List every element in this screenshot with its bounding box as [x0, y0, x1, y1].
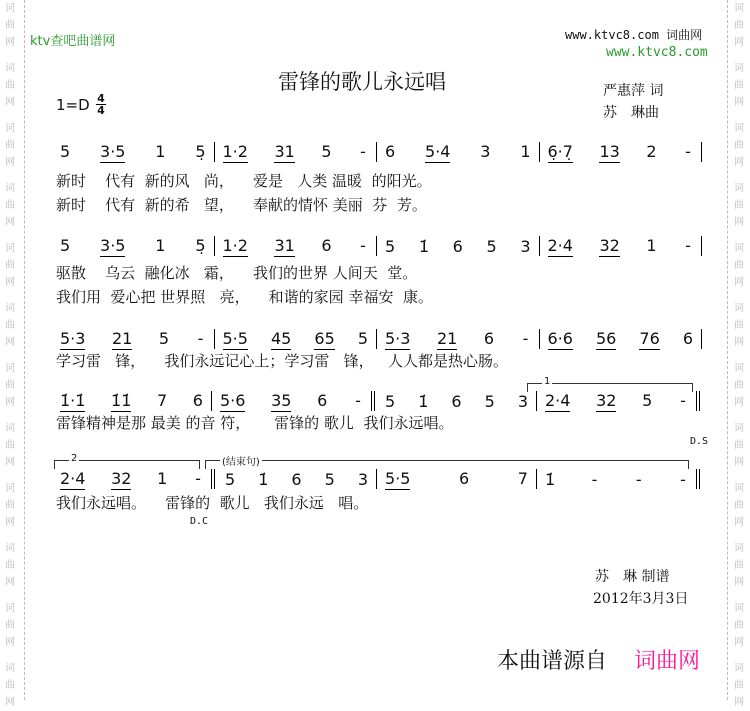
watermark-char: 网	[5, 517, 15, 528]
watermark-text	[5, 420, 17, 471]
measure	[537, 470, 696, 489]
watermark-char: 曲	[5, 320, 15, 331]
measure	[540, 236, 702, 257]
measure	[52, 329, 214, 350]
note: 5·5	[222, 328, 248, 348]
lyrics-line: 驱散 乌云 融化冰 霜， 我们的世界 人间天 堂。	[56, 264, 418, 282]
note: 6	[452, 236, 463, 256]
note: 1	[157, 468, 168, 488]
watermark-char: 词	[5, 603, 15, 614]
watermark-char: 词	[734, 183, 744, 194]
watermark-char: 词	[734, 483, 744, 494]
measure	[52, 142, 214, 163]
watermark-char: 曲	[5, 560, 15, 571]
note: -	[680, 469, 686, 489]
source-label: 本曲谱源自	[497, 649, 608, 674]
bar-line	[701, 329, 702, 349]
watermark-char: 网	[734, 517, 744, 528]
watermark-text	[734, 60, 746, 111]
watermark-char: 网	[734, 397, 744, 408]
volta-1-label: 1	[544, 376, 551, 387]
measure	[52, 469, 211, 490]
watermark-char: 曲	[734, 260, 744, 271]
measure	[540, 329, 702, 350]
note: 5	[321, 141, 332, 161]
watermark-char: 曲	[5, 500, 15, 511]
arranger: 苏 琳 制谱	[595, 569, 670, 585]
watermark-text	[734, 360, 746, 411]
measure	[537, 391, 696, 412]
bar-line	[701, 236, 702, 256]
note: 5	[385, 236, 396, 256]
note: 2·4	[60, 468, 86, 488]
watermark-char: 词	[734, 363, 744, 374]
note: 5	[484, 391, 495, 411]
note: 1̇	[418, 236, 430, 256]
watermark-char: 网	[734, 457, 744, 468]
note: 1·2	[222, 235, 248, 255]
watermark-char: 词	[734, 243, 744, 254]
note: -	[195, 468, 201, 488]
watermark-text	[734, 420, 746, 471]
watermark-char: 网	[734, 637, 744, 648]
note: 6	[317, 390, 328, 410]
note: 3·5	[100, 141, 126, 161]
note: 6	[385, 141, 396, 161]
watermark-char: 词	[734, 543, 744, 554]
note: 5	[385, 391, 396, 411]
watermark-text	[5, 480, 17, 531]
note: 6	[682, 328, 693, 348]
watermark-text	[734, 540, 746, 591]
watermark-char: 词	[5, 663, 15, 674]
watermark-char: 网	[5, 697, 15, 708]
watermark-char: 词	[5, 543, 15, 554]
watermark-text	[734, 180, 746, 231]
measure	[377, 329, 539, 350]
watermark-char: 曲	[5, 20, 15, 31]
note: 5̣	[195, 141, 206, 161]
note: -	[591, 469, 598, 489]
right-margin-watermark	[727, 0, 750, 708]
watermark-char: 网	[734, 277, 744, 288]
music-line	[52, 390, 702, 412]
site-url-right[interactable]: www.ktvc8.com 词曲网	[565, 28, 703, 42]
music-line	[52, 235, 702, 257]
note: 5	[357, 328, 368, 348]
note: 45	[271, 328, 292, 348]
watermark-text	[734, 120, 746, 171]
measure	[52, 391, 211, 412]
watermark-text	[5, 120, 17, 171]
watermark-char: 网	[734, 697, 744, 708]
note: 7	[517, 468, 528, 488]
note: 56	[596, 328, 617, 348]
note: 1̇	[258, 469, 269, 489]
watermark-char: 网	[5, 157, 15, 168]
music-line	[52, 328, 702, 350]
note: 1	[520, 141, 531, 161]
watermark-char: 词	[5, 423, 15, 434]
watermark-char: 词	[734, 423, 744, 434]
watermark-char: 网	[5, 577, 15, 588]
bar-line	[696, 469, 702, 489]
note: 6	[451, 391, 462, 411]
key-signature: 1=D	[56, 96, 90, 114]
measure	[377, 237, 539, 256]
watermark-text	[734, 660, 746, 711]
measure	[217, 470, 376, 489]
note: 21	[436, 328, 458, 348]
note: 5·3	[385, 328, 411, 348]
note: -	[635, 469, 642, 489]
watermark-char: 词	[5, 483, 15, 494]
note: 1	[155, 235, 166, 255]
watermark-char: 词	[5, 3, 15, 14]
note: 32	[596, 390, 617, 410]
note: 6̣·7̣	[547, 141, 573, 161]
measure	[377, 469, 536, 490]
note: -	[360, 235, 366, 255]
note: 2·4	[545, 390, 571, 410]
watermark-char: 曲	[734, 20, 744, 31]
watermark-char: 网	[5, 277, 15, 288]
note: 3·5	[100, 235, 126, 255]
measure	[212, 391, 371, 412]
note: 3	[357, 469, 368, 489]
note: 3	[480, 141, 491, 161]
note: -	[685, 235, 691, 255]
note: 76	[639, 328, 660, 348]
watermark-char: 网	[5, 97, 15, 108]
ending-label: (结束句)	[220, 453, 262, 468]
watermark-char: 词	[5, 363, 15, 374]
measure	[215, 236, 377, 257]
watermark-char: 网	[5, 457, 15, 468]
note: 5	[486, 236, 497, 256]
watermark-text	[5, 300, 17, 351]
watermark-text	[5, 540, 17, 591]
watermark-char: 词	[734, 123, 744, 134]
watermark-char: 网	[734, 37, 744, 48]
note: -	[685, 141, 691, 161]
watermark-char: 曲	[5, 620, 15, 631]
watermark-char: 词	[5, 183, 15, 194]
measure	[215, 329, 377, 350]
music-line	[52, 141, 702, 163]
lyrics-line: 新时 代有 新的风 尚， 爱是 人类 温暖 的阳光。	[56, 172, 432, 190]
note: 5	[324, 469, 335, 489]
watermark-char: 网	[5, 217, 15, 228]
watermark-char: 曲	[734, 380, 744, 391]
song-title: 雷锋的歌儿永远唱	[278, 70, 446, 94]
watermark-char: 网	[734, 97, 744, 108]
watermark-char: 曲	[5, 440, 15, 451]
note: 5	[642, 390, 653, 410]
note: 5	[60, 235, 71, 255]
note: 5·5	[385, 468, 411, 488]
note: 65	[314, 328, 335, 348]
watermark-char: 词	[5, 63, 15, 74]
watermark-char: 曲	[734, 80, 744, 91]
note: 3	[517, 391, 528, 411]
site-logo-left[interactable]: ktv查吧曲谱网	[30, 34, 116, 49]
note: 1̇1̇	[111, 390, 132, 410]
watermark-char: 曲	[734, 140, 744, 151]
lyrics-line: 我们用 爱心把 世界照 亮， 和谐的家园 幸福安 康。	[56, 288, 433, 306]
watermark-char: 曲	[5, 80, 15, 91]
measure	[215, 142, 377, 163]
lyricist: 严惠萍 词	[603, 83, 664, 99]
dc-mark: D.C	[190, 516, 209, 527]
note: -	[355, 390, 361, 410]
watermark-char: 曲	[5, 140, 15, 151]
note: 6	[291, 469, 302, 489]
watermark-char: 词	[5, 123, 15, 134]
note: 6·6	[547, 328, 573, 348]
note: 6	[192, 390, 203, 410]
note: 5	[60, 141, 71, 161]
note: 5	[158, 328, 169, 348]
note: 1	[155, 141, 166, 161]
note: 5·4	[425, 141, 451, 161]
lyrics-line: 新时 代有 新的希 望， 奉献的情怀 美丽 芬 芳。	[56, 196, 427, 214]
note: 5	[225, 469, 236, 489]
watermark-text	[734, 300, 746, 351]
volta-2	[54, 453, 200, 469]
source-site-link[interactable]: 词曲网	[634, 649, 701, 674]
watermark-char: 曲	[734, 320, 744, 331]
bar-line	[696, 391, 702, 411]
watermark-char: 词	[734, 3, 744, 14]
note: 31	[274, 141, 295, 161]
measure	[377, 392, 536, 411]
lyrics-line: 学习雷 锋， 我们永远记心上；学习雷 锋， 人人都是热心肠。	[56, 352, 508, 370]
watermark-char: 网	[5, 397, 15, 408]
ending-bracket	[205, 457, 689, 469]
note: 13	[599, 141, 620, 161]
note: 6	[321, 235, 332, 255]
note: 6	[483, 328, 494, 348]
measure	[52, 236, 214, 257]
note: -	[197, 328, 204, 348]
watermark-char: 曲	[734, 200, 744, 211]
watermark-text	[5, 360, 17, 411]
watermark-char: 网	[5, 637, 15, 648]
watermark-char: 曲	[734, 440, 744, 451]
note: 1̇·1̇	[60, 390, 86, 410]
measure	[377, 142, 539, 163]
watermark-char: 词	[5, 303, 15, 314]
left-margin-watermark	[0, 0, 25, 708]
watermark-text	[5, 660, 17, 711]
watermark-char: 曲	[734, 620, 744, 631]
watermark-char: 词	[734, 603, 744, 614]
measure	[540, 142, 702, 163]
lyrics-line: 我们永远唱。 雷锋的 歌儿 我们永远 唱。	[56, 494, 369, 512]
composer: 苏 琳曲	[603, 105, 659, 121]
watermark-char: 网	[5, 37, 15, 48]
note: -	[680, 390, 686, 410]
note: 32	[599, 235, 620, 255]
date: 2012年3月3日	[593, 591, 689, 607]
note: 32	[111, 468, 132, 488]
watermark-text	[5, 240, 17, 291]
watermark-char: 网	[734, 577, 744, 588]
watermark-char: 网	[5, 337, 15, 348]
site-url-overlay: www.ktvc8.com	[606, 45, 708, 60]
watermark-text	[5, 600, 17, 651]
watermark-text	[5, 180, 17, 231]
watermark-char: 词	[734, 63, 744, 74]
watermark-char: 曲	[5, 380, 15, 391]
watermark-text	[5, 60, 17, 111]
watermark-text	[734, 240, 746, 291]
lyrics-line: 雷锋精神是那 最美 的音 符， 雷锋的 歌儿 我们永远唱。	[56, 414, 454, 432]
note: 21	[111, 328, 133, 348]
note: 1̇	[418, 391, 429, 411]
watermark-char: 网	[734, 337, 744, 348]
watermark-text	[734, 0, 746, 51]
note: 5·3	[60, 328, 86, 348]
time-bottom: 4	[97, 104, 105, 117]
note: 5̣	[195, 235, 206, 255]
note: 6	[459, 468, 470, 488]
note: 1̇	[545, 469, 556, 489]
watermark-char: 曲	[734, 680, 744, 691]
ds-mark: D.S	[690, 436, 709, 447]
note: 5·6	[220, 390, 246, 410]
note: 2	[646, 141, 657, 161]
watermark-char: 词	[734, 303, 744, 314]
watermark-char: 曲	[734, 500, 744, 511]
time-signature	[96, 93, 106, 116]
music-line	[52, 468, 702, 490]
volta-2-label: 2	[71, 453, 78, 464]
watermark-text	[734, 480, 746, 531]
note: 1	[646, 235, 657, 255]
watermark-text	[5, 0, 17, 51]
watermark-char: 词	[5, 243, 15, 254]
note: -	[360, 141, 366, 161]
note: 35	[271, 390, 292, 410]
time-top: 4	[97, 92, 105, 105]
note: 31	[274, 235, 295, 255]
watermark-char: 网	[734, 217, 744, 228]
watermark-text	[734, 600, 746, 651]
note: -	[522, 328, 529, 348]
watermark-char: 曲	[734, 560, 744, 571]
note: 2·4	[547, 235, 573, 255]
note: 7	[157, 390, 168, 410]
watermark-char: 词	[734, 663, 744, 674]
watermark-char: 曲	[5, 200, 15, 211]
watermark-char: 曲	[5, 680, 15, 691]
note: 3	[520, 236, 531, 256]
watermark-char: 网	[734, 157, 744, 168]
watermark-char: 曲	[5, 260, 15, 271]
volta-1	[527, 376, 693, 392]
bar-line	[701, 142, 702, 162]
note: 1·2	[222, 141, 248, 161]
